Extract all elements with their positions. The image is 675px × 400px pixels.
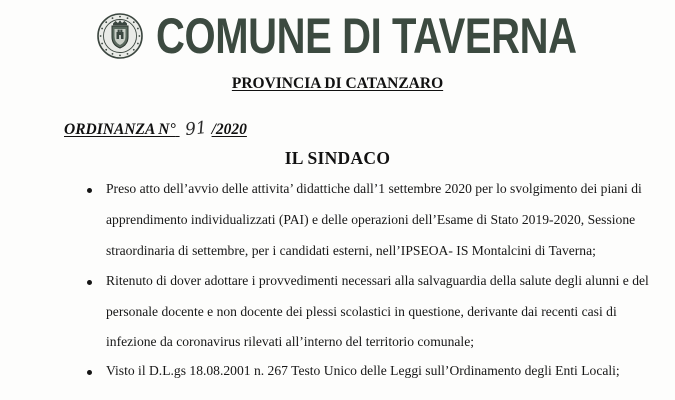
paragraph-line: Preso atto dell’avvio delle attivita’ didattiche dall’1 settembre 2020 per lo svolgimento dei piani di: [106, 181, 642, 196]
paragraph-line: personale docente e non docente dei plessi scolastici in questione, derivante dai recenti casi di: [106, 304, 617, 319]
paragraph-line: Ritenuto di dover adottare i provvedimenti necessari alla salvaguardia della salute degli alunni e del: [106, 273, 649, 288]
ordinance-label: ORDINANZA N°: [64, 121, 176, 138]
ordinance-year: /2020: [211, 121, 247, 138]
paragraph-line: Visto il D.L.gs 18.08.2001 n. 267 Testo Unico delle Leggi sull’Ordinamento degli Enti Locali;: [106, 363, 620, 378]
bullet-dot: [87, 188, 92, 193]
municipality-title: COMUNE DI TAVERNA: [156, 8, 577, 64]
paragraph-line: apprendimento individualizzati (PAI) e delle operazioni dell’Esame di Stato 2019-2020, Sessione: [106, 212, 636, 227]
bullet-dot: [87, 280, 92, 285]
paragraph-line: infezione da coronavirus rilevati all’interno del territorio comunale;: [106, 334, 475, 349]
paragraph-line: straordinaria di settembre, per i candidati esterni, nell’IPSEOA- IS Montalcini di Taverna;: [106, 243, 596, 258]
province-subtitle: PROVINCIA DI CATANZARO: [231, 75, 444, 92]
handwritten-ordinance-number: 91: [183, 117, 208, 141]
bullet-dot: [87, 370, 92, 375]
mayor-heading: IL SINDACO: [284, 148, 391, 168]
